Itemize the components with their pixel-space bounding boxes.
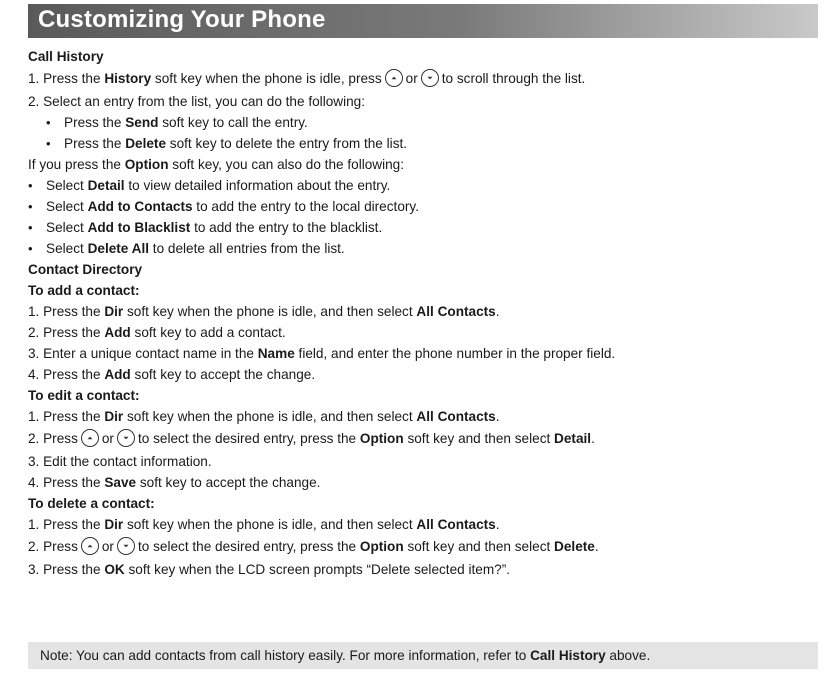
- add-contact-step-2: 2. Press the Add soft key to add a contact.: [28, 325, 286, 340]
- call-history-option-2: • Select Add to Contacts to add the entry to the local directory.: [28, 196, 818, 217]
- bullet-icon: •: [28, 178, 33, 193]
- up-key-icon: [81, 429, 99, 447]
- page-title: Customizing Your Phone: [38, 6, 326, 33]
- subheading-add-contact: To add a contact:: [28, 283, 140, 298]
- subheading-edit-contact: To edit a contact:: [28, 388, 140, 403]
- bullet-icon: •: [28, 241, 33, 256]
- title-bar: [28, 4, 818, 38]
- note-text: Note: You can add contacts from call history easily. For more information, refer to Call History above.: [40, 648, 651, 663]
- edit-contact-step-2: 2. Press or to select the desired entry, press the Option soft key and then select Detail.: [28, 431, 595, 446]
- edit-contact-step-3: 3. Edit the contact information.: [28, 454, 212, 469]
- delete-contact-step-3: 3. Press the OK soft key when the LCD screen prompts “Delete selected item?”.: [28, 562, 511, 577]
- down-key-icon: [117, 537, 135, 555]
- bullet-icon: •: [46, 115, 51, 130]
- up-key-icon: [81, 537, 99, 555]
- call-history-sub-2: • Press the Delete soft key to delete the entry from the list.: [28, 133, 818, 154]
- note-box: [28, 642, 818, 669]
- delete-contact-step-2: 2. Press or to select the desired entry, press the Option soft key and then select Delete.: [28, 539, 599, 554]
- add-contact-step-4: 4. Press the Add soft key to accept the change.: [28, 367, 316, 382]
- call-history-option-intro: If you press the Option soft key, you can also do the following:: [28, 157, 405, 172]
- up-key-icon: [385, 69, 403, 87]
- edit-contact-step-1: 1. Press the Dir soft key when the phone is idle, and then select All Contacts.: [28, 409, 500, 424]
- delete-contact-step-1: 1. Press the Dir soft key when the phone is idle, and then select All Contacts.: [28, 517, 500, 532]
- down-key-icon: [421, 69, 439, 87]
- call-history-option-4: • Select Delete All to delete all entries from the list.: [28, 238, 818, 259]
- call-history-step-1: 1. Press the History soft key when the phone is idle, press or to scroll through the list.: [28, 71, 586, 86]
- bullet-icon: •: [46, 136, 51, 151]
- edit-contact-step-4: 4. Press the Save soft key to accept the change.: [28, 475, 321, 490]
- call-history-option-3: • Select Add to Blacklist to add the entry to the blacklist.: [28, 217, 818, 238]
- section-heading-contact-directory: Contact Directory: [28, 262, 143, 277]
- down-key-icon: [117, 429, 135, 447]
- add-contact-step-3: 3. Enter a unique contact name in the Name field, and enter the phone number in the proper field.: [28, 346, 616, 361]
- bullet-icon: •: [28, 199, 33, 214]
- add-contact-step-1: 1. Press the Dir soft key when the phone is idle, and then select All Contacts.: [28, 304, 500, 319]
- subheading-delete-contact: To delete a contact:: [28, 496, 155, 511]
- call-history-option-1: • Select Detail to view detailed information about the entry.: [28, 175, 818, 196]
- bullet-icon: •: [28, 220, 33, 235]
- call-history-step-2: 2. Select an entry from the list, you can do the following:: [28, 94, 366, 109]
- call-history-sub-1: • Press the Send soft key to call the entry.: [28, 112, 818, 133]
- content: [28, 46, 818, 580]
- section-heading-call-history: Call History: [28, 49, 104, 64]
